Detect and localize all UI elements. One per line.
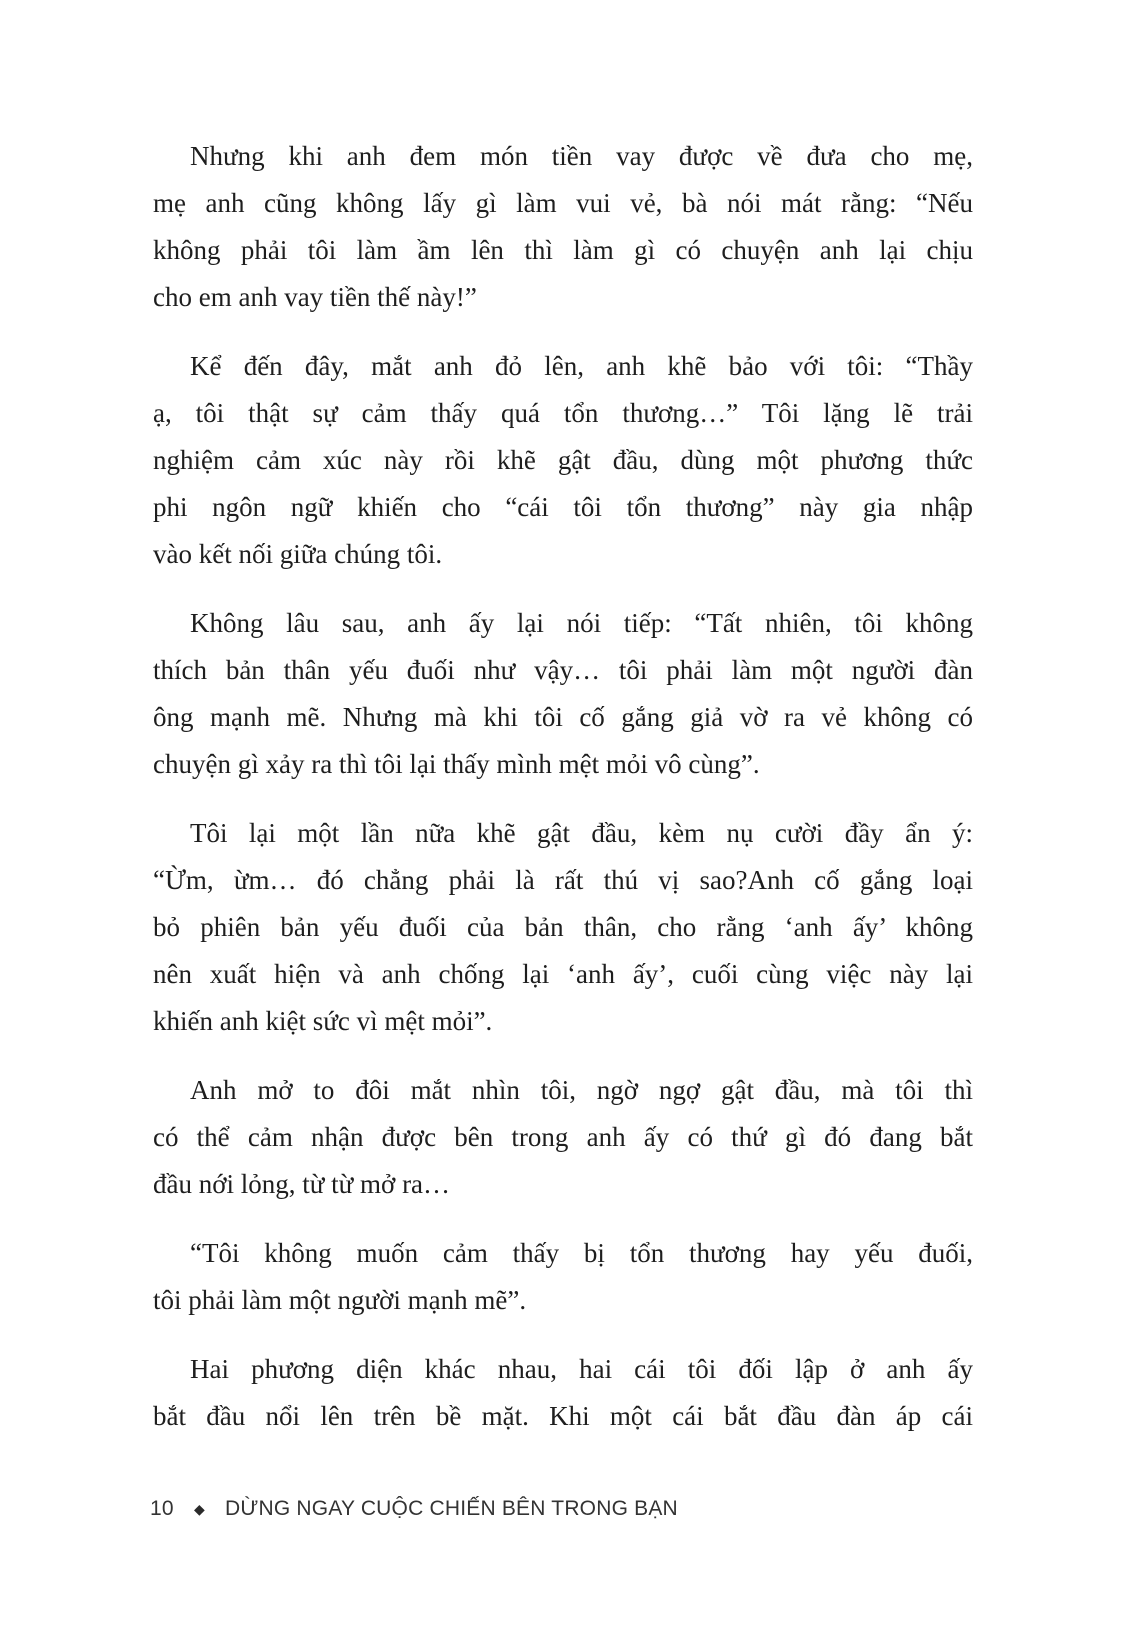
paragraph [153,133,973,321]
text-line: có thể cảm nhận được bên trong anh ấy có thứ gì đó đang bắt [153,1122,973,1152]
text-line: không phải tôi làm ầm lên thì làm gì có chuyện anh lại chịu [153,235,973,265]
paragraph [153,1346,973,1440]
text-line: đầu nới lỏng, từ từ mở ra… [153,1169,451,1199]
paragraph [153,810,973,1045]
text-line: nghiệm cảm xúc này rồi khẽ gật đầu, dùng một phương thức [153,445,973,475]
text-line: Tôi lại một lần nữa khẽ gật đầu, kèm nụ cười đầy ẩn ý: [190,818,973,848]
paragraph [153,600,973,788]
page-body [153,133,973,1462]
text-line: Nhưng khi anh đem món tiền vay được về đưa cho mẹ, [190,141,973,171]
paragraph [153,343,973,578]
text-line: “Ừm, ừm… đó chẳng phải là rất thú vị sao?Anh cố gắng loại [153,865,973,895]
paragraph [153,1230,973,1324]
text-line: bỏ phiên bản yếu đuối của bản thân, cho rằng ‘anh ấy’ không [153,912,973,942]
text-line: mẹ anh cũng không lấy gì làm vui vẻ, bà nói mát rằng: “Nếu [153,188,973,218]
text-line: vào kết nối giữa chúng tôi. [153,539,443,569]
text-line: thích bản thân yếu đuối như vậy… tôi phải làm một người đàn [153,655,973,685]
text-line: khiến anh kiệt sức vì mệt mỏi”. [153,1006,493,1036]
text-line: Anh mở to đôi mắt nhìn tôi, ngờ ngợ gật đầu, mà tôi thì [190,1075,973,1105]
text-line: tôi phải làm một người mạnh mẽ”. [153,1285,527,1315]
text-line: phi ngôn ngữ khiến cho “cái tôi tổn thương” này gia nhập [153,492,973,522]
text-line: “Tôi không muốn cảm thấy bị tổn thương hay yếu đuối, [190,1238,973,1268]
text-line: cho em anh vay tiền thế này!” [153,282,477,312]
diamond-icon: ◆ [194,1501,205,1517]
text-line: ạ, tôi thật sự cảm thấy quá tổn thương…” Tôi lặng lẽ trải [153,398,973,428]
paragraph [153,1067,973,1208]
text-line: ông mạnh mẽ. Nhưng mà khi tôi cố gắng giả vờ ra vẻ không có [153,702,973,732]
running-title: DỪNG NGAY CUỘC CHIẾN BÊN TRONG BẠN [224,1497,678,1520]
text-line: nên xuất hiện và anh chống lại ‘anh ấy’, cuối cùng việc này lại [153,959,973,989]
text-line: bắt đầu nổi lên trên bề mặt. Khi một cái bắt đầu đàn áp cái [153,1401,973,1431]
page-footer [150,1497,678,1521]
page-number: 10 [150,1497,174,1520]
text-line: Hai phương diện khác nhau, hai cái tôi đối lập ở anh ấy [190,1354,973,1384]
text-line: Không lâu sau, anh ấy lại nói tiếp: “Tất nhiên, tôi không [190,608,973,638]
text-line: chuyện gì xảy ra thì tôi lại thấy mình mệt mỏi vô cùng”. [153,749,760,779]
text-line: Kể đến đây, mắt anh đỏ lên, anh khẽ bảo với tôi: “Thầy [190,351,973,381]
